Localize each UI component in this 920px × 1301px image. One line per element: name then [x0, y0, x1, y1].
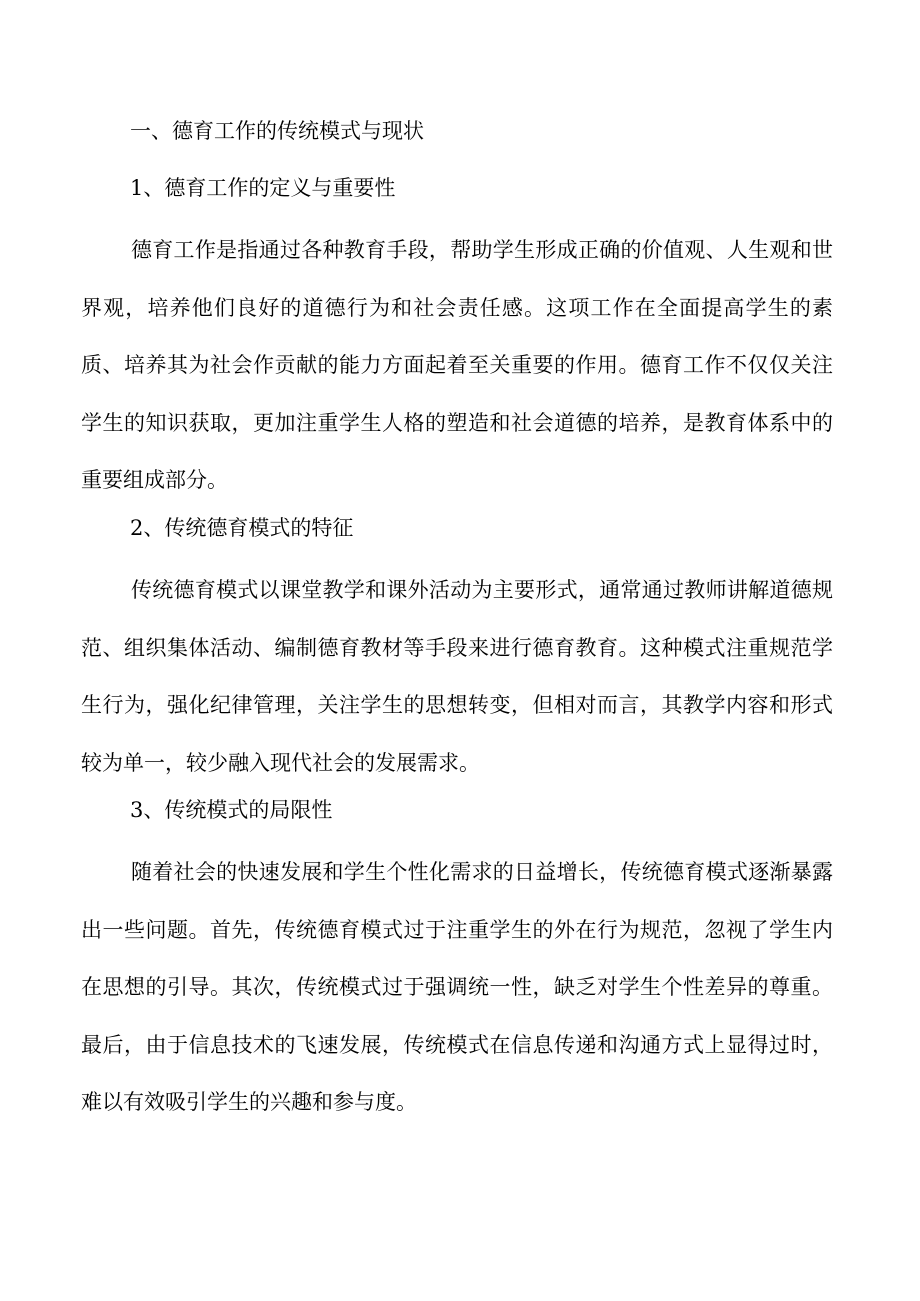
subsection-3-title: 3、传统模式的局限性: [130, 798, 333, 822]
subsection-2-title: 2、传统德育模式的特征: [130, 516, 354, 540]
subsection-1-body: 德育工作是指通过各种教育手段，帮助学生形成正确的价值观、人生观和世界观，培养他们良好的道德行为和社会责任感。这项工作在全面提高学生的素质、培养其为社会作贡献的能力方面起着至关重要的作用。德育工作不仅仅关注学生的知识获取，更加注重学生人格的塑造和社会道德的培养，是教育体系中的重要组成部分。: [81, 238, 833, 492]
section-title: 一、德育工作的传统模式与现状: [130, 119, 424, 143]
subsection-1-title: 1、德育工作的定义与重要性: [130, 176, 396, 200]
subsection-2-body: 传统德育模式以课堂教学和课外活动为主要形式，通常通过教师讲解道德规范、组织集体活动、编制德育教材等手段来进行德育教育。这种模式注重规范学生行为，强化纪律管理，关注学生的思想转变，但相对而言，其教学内容和形式较为单一，较少融入现代社会的发展需求。: [81, 578, 833, 775]
subsection-3-body: 随着社会的快速发展和学生个性化需求的日益增长，传统德育模式逐渐暴露出一些问题。首先，传统德育模式过于注重学生的外在行为规范，忽视了学生内在思想的引导。其次，传统模式过于强调统一性，缺乏对学生个性差异的尊重。最后，由于信息技术的飞速发展，传统模式在信息传递和沟通方式上显得过时，难以有效吸引学生的兴趣和参与度。: [81, 860, 833, 1114]
